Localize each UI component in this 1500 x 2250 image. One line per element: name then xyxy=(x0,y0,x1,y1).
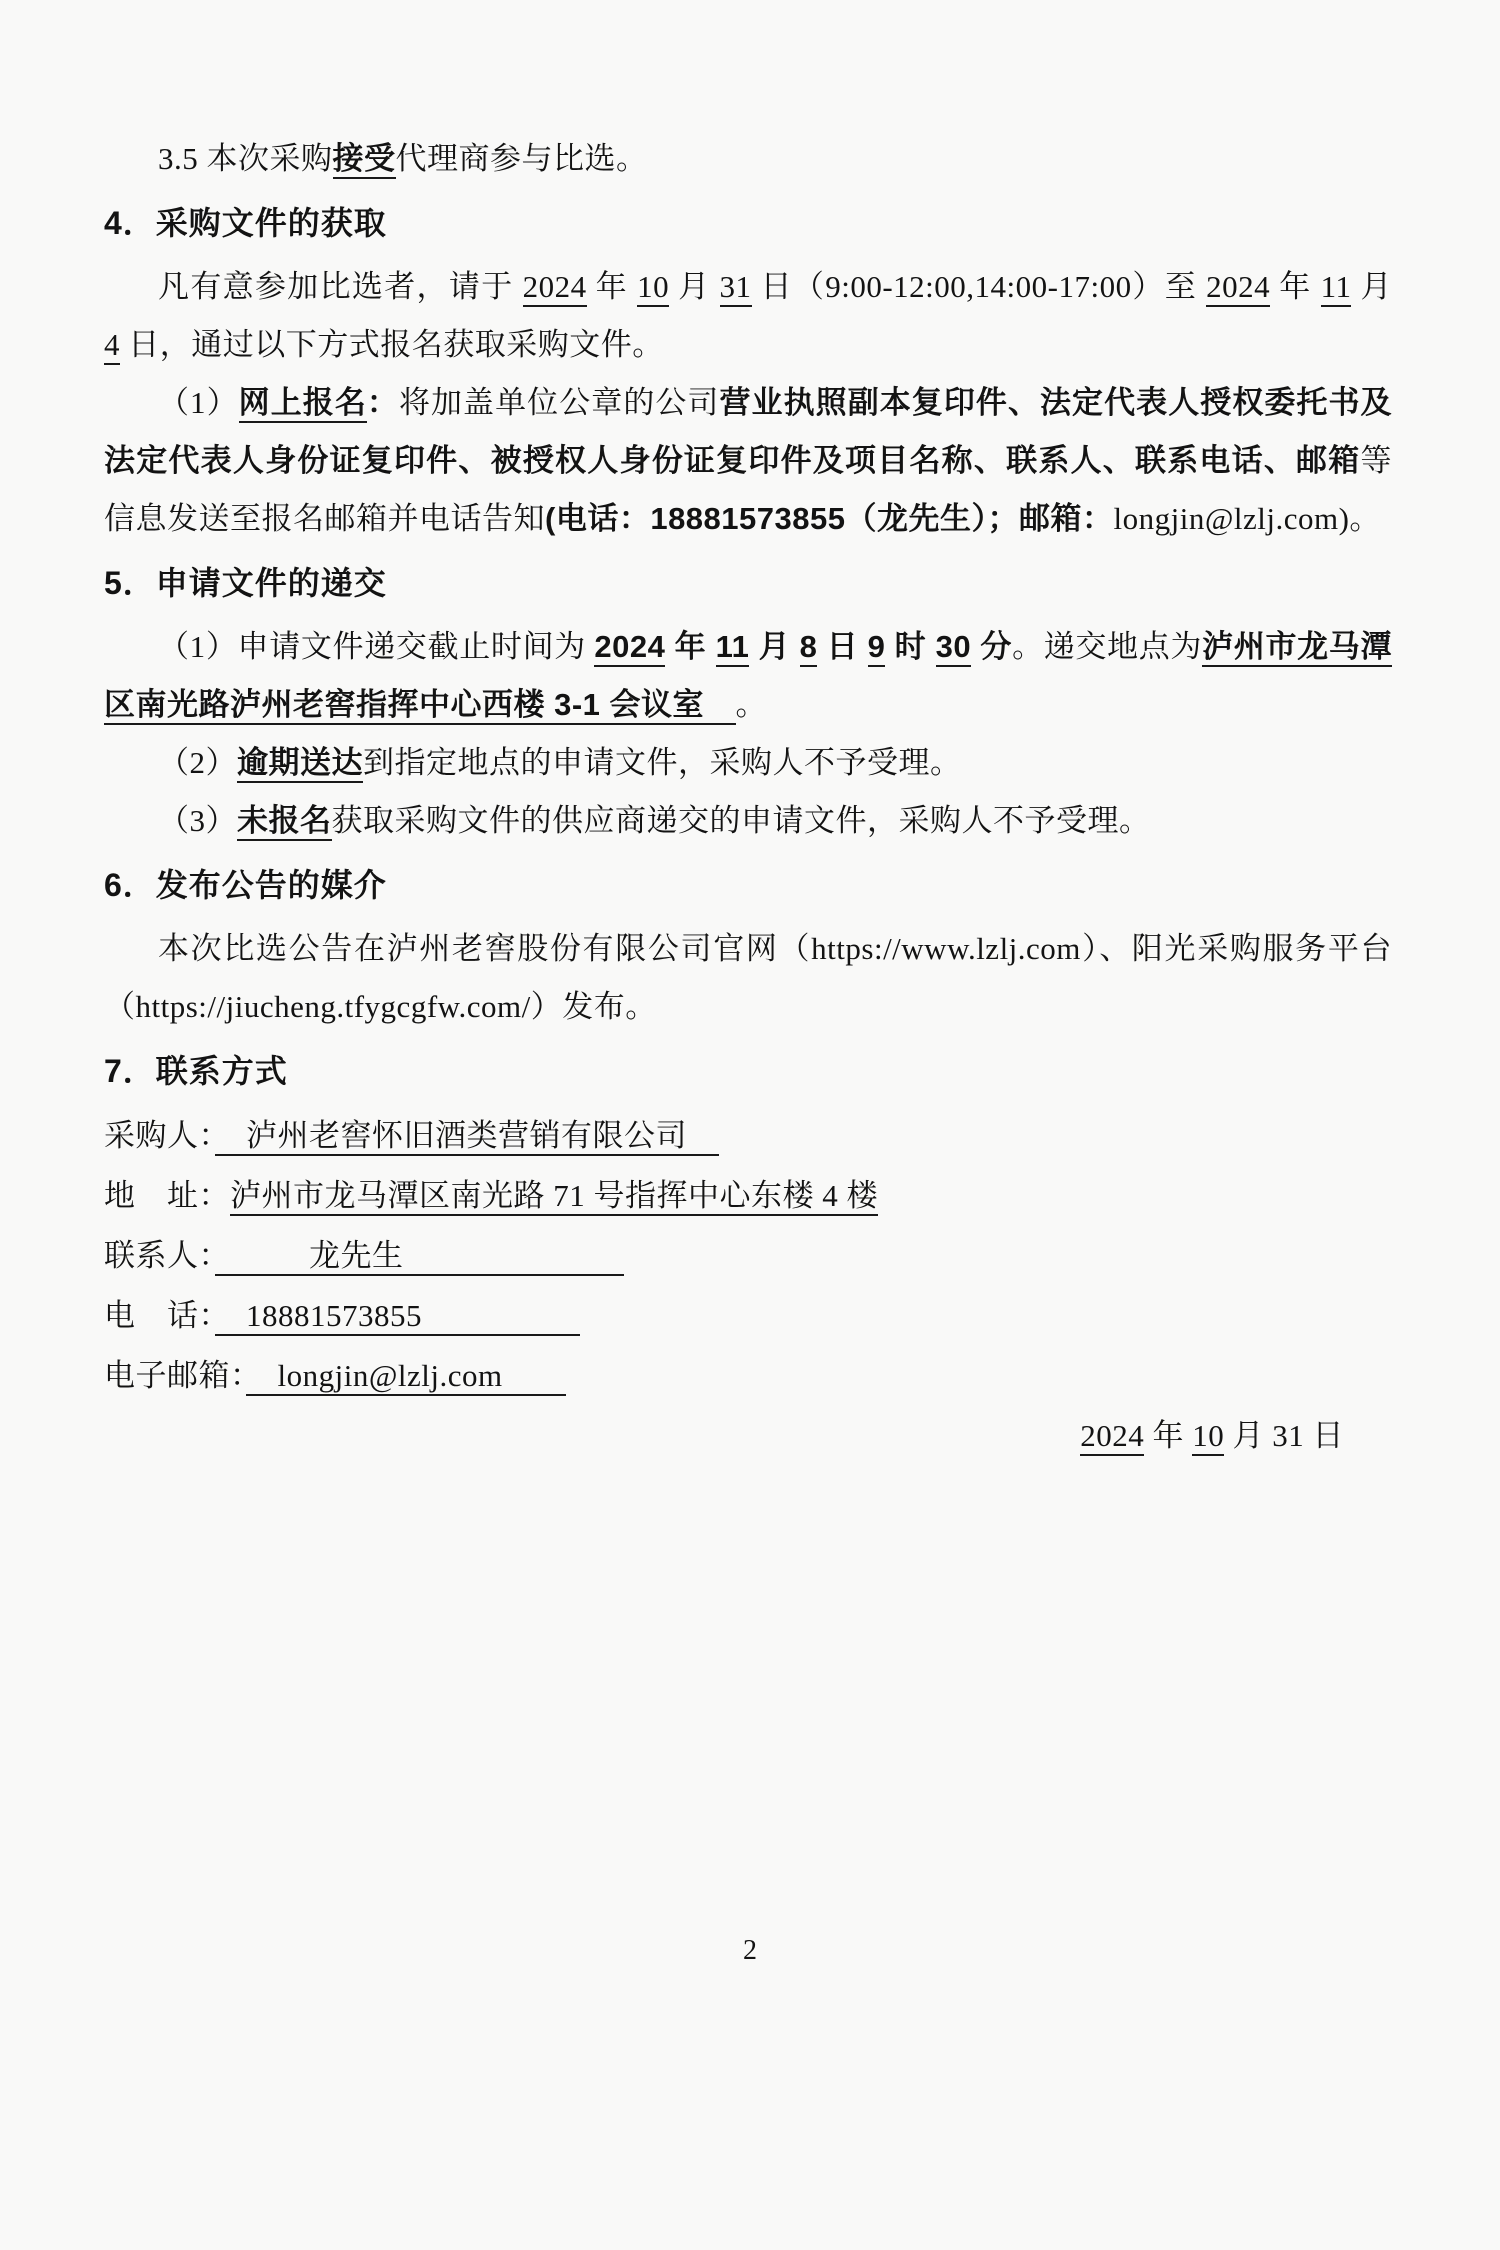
text-run: 月 31 日 xyxy=(1224,1418,1344,1453)
field-address xyxy=(104,1166,1392,1226)
text-run: 年 xyxy=(1144,1418,1193,1453)
text-run: 逾期送达 xyxy=(237,745,363,783)
text-run: 网上报名 xyxy=(239,385,367,423)
text-run: 时 xyxy=(885,629,936,664)
field-purchaser xyxy=(104,1106,1392,1166)
text-run: 31 xyxy=(720,269,752,307)
text-run: 4 xyxy=(104,327,120,365)
text-run: 泸州老窖怀旧酒类营销有限公司 xyxy=(215,1118,719,1156)
para-signature-date xyxy=(104,1406,1392,1466)
text-run: 2024 xyxy=(594,629,665,667)
text-run: 代理商参与比选。 xyxy=(395,141,648,176)
text-run: 5．申请文件的递交 xyxy=(104,565,387,601)
text-run: 年 xyxy=(586,269,638,304)
text-run: ： xyxy=(366,385,399,420)
text-run: 地 址： xyxy=(104,1178,230,1213)
text-run: （2） xyxy=(158,745,237,780)
text-run: 营业执照副本复印件、法定代表人授权委托书及法定代表人身份证复印件、被授权人身份证复印件及项目名称、联系人、联系电话、邮箱 xyxy=(104,385,1393,478)
text-run: 日（9:00-12:00,14:00-17:00）至 xyxy=(751,269,1207,304)
text-run: 。递交地点为 xyxy=(1012,629,1203,664)
text-run: 月 xyxy=(1351,269,1393,304)
text-run: 11 xyxy=(1321,269,1352,307)
text-run: longjin@lzlj.com xyxy=(246,1358,566,1396)
text-run: 联系人： xyxy=(104,1238,215,1273)
text-run: （1）申请文件递交截止时间为 xyxy=(158,629,595,664)
para-registration-period xyxy=(104,258,1392,374)
text-run: 泸州市龙马潭区南光路泸州老窖指挥中心西楼 3-1 会议室 xyxy=(104,629,1392,725)
field-phone xyxy=(104,1286,1392,1346)
para-online-registration xyxy=(104,374,1392,548)
text-run: 。 xyxy=(735,687,768,722)
text-run: 泸州市龙马潭区南光路 71 号指挥中心东楼 4 楼 xyxy=(230,1178,878,1216)
text-run: 接受 xyxy=(333,141,396,179)
text-run: 18881573855 xyxy=(215,1298,580,1336)
text-run: longjin@lzlj.com)。 xyxy=(1113,501,1381,536)
para-submission-deadline xyxy=(104,618,1392,734)
text-run: 未报名 xyxy=(237,803,332,841)
field-email xyxy=(104,1346,1392,1406)
text-run: 2024 xyxy=(1080,1418,1144,1456)
text-run: 10 xyxy=(1192,1418,1224,1456)
text-run: 4．采购文件的获取 xyxy=(104,205,387,241)
text-run: 3.5 本次采购 xyxy=(158,141,333,176)
text-run: 获取采购文件的供应商递交的申请文件，采购人不予受理。 xyxy=(331,803,1151,838)
text-run: 到指定地点的申请文件，采购人不予受理。 xyxy=(363,745,962,780)
document-content xyxy=(104,130,1392,1466)
text-run: 7．联系方式 xyxy=(104,1053,288,1089)
text-run: 凡有意参加比选者，请于 xyxy=(158,269,523,304)
text-run: 10 xyxy=(637,269,669,307)
text-run: （1） xyxy=(158,385,239,420)
text-run: 采购人： xyxy=(104,1118,215,1153)
clause-3-5 xyxy=(104,130,1392,188)
text-run: 日 xyxy=(817,629,868,664)
text-run: 2024 xyxy=(1206,269,1270,307)
heading-section-6 xyxy=(104,854,1392,916)
text-run: 年 xyxy=(1270,269,1321,304)
para-unregistered-suppliers xyxy=(104,792,1392,850)
text-run: 年 xyxy=(665,629,716,664)
text-run: 将加盖单位公章的公司 xyxy=(398,385,720,420)
text-run: 分 xyxy=(971,629,1013,664)
text-run: 30 xyxy=(936,629,971,667)
text-run: 本次比选公告在泸州老窖股份有限公司官网（https://www.lzlj.com）、阳光采购服务平台（https://jiucheng.tfygcgfw.com/）发布。 xyxy=(104,931,1392,1024)
text-run: 龙先生 xyxy=(215,1238,625,1276)
text-run: 日，通过以下方式报名获取采购文件。 xyxy=(120,327,664,362)
para-late-delivery xyxy=(104,734,1392,792)
heading-section-5 xyxy=(104,552,1392,614)
page-number: 2 xyxy=(743,1935,757,1966)
text-run: 月 xyxy=(669,269,720,304)
text-run: 等信息发送至报名邮箱并电话告知 xyxy=(104,443,1392,536)
text-run: 9 xyxy=(868,629,886,667)
text-run: 2024 xyxy=(523,269,587,307)
para-announcement-media xyxy=(104,920,1392,1036)
text-run: (电话：18881573855（龙先生）；邮箱： xyxy=(545,501,1114,536)
text-run: 月 xyxy=(749,629,800,664)
field-contact-person xyxy=(104,1226,1392,1286)
heading-section-4 xyxy=(104,192,1392,254)
text-run: 电 话： xyxy=(104,1298,215,1333)
text-run: 11 xyxy=(716,629,750,667)
text-run: （3） xyxy=(158,803,237,838)
heading-section-7 xyxy=(104,1040,1392,1102)
text-run: 6．发布公告的媒介 xyxy=(104,867,387,903)
text-run: 电子邮箱： xyxy=(104,1358,246,1393)
text-run: 8 xyxy=(800,629,818,667)
